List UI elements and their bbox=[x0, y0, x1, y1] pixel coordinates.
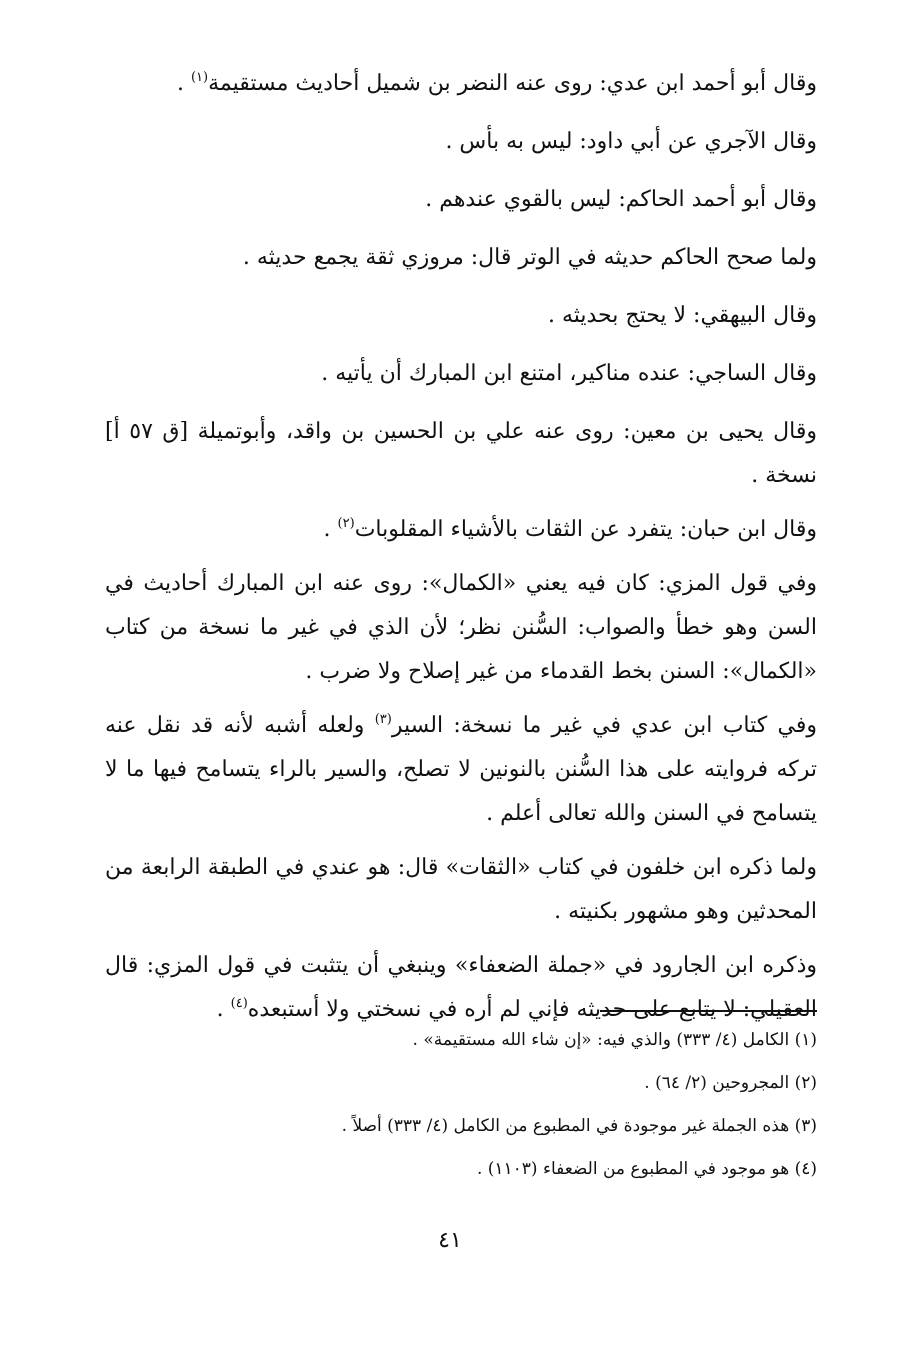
paragraph-5: وقال البيهقي: لا يحتج بحديثه . bbox=[547, 303, 817, 328]
footnote-2: (٢) المجروحين (٢/ ٦٤) . bbox=[644, 1073, 817, 1093]
paragraph-4: ولما صحح الحاكم حديثه في الوتر قال: مروزي ثقة يجمع حديثه . bbox=[242, 245, 817, 270]
paragraph-11: ولما ذكره ابن خلفون في كتاب «الثقات» قال: هو عندي في الطبقة الرابعة من المحدثين وهو مشهور بكنيته . bbox=[105, 855, 817, 924]
footnotes bbox=[105, 1028, 817, 1200]
footnote-separator bbox=[600, 1010, 817, 1012]
paragraph-12: وذكره ابن الجارود في «جملة الضعفاء» وينبغي أن يتثبت في قول المزي: قال العقيلي: لا يتابع على حديثه فإني لم أره في نسختي ولا أستبعده$^{(٤)}$ . bbox=[105, 953, 817, 1022]
paragraph-7: وقال يحيى بن معين: روى عنه علي بن الحسين بن واقد، وأبوتميلة [ق ٥٧ أ] نسخة . bbox=[105, 419, 817, 488]
paragraph-6: وقال الساجي: عنده مناكير، امتنع ابن المبارك أن يأتيه . bbox=[321, 361, 817, 386]
paragraph-1: وقال أبو أحمد ابن عدي: روى عنه النضر بن شميل أحاديث مستقيمة$^{(١)}$ . bbox=[176, 70, 817, 96]
paragraph-2: وقال الآجري عن أبي داود: ليس به بأس . bbox=[445, 129, 817, 154]
page-number: ٤١ bbox=[438, 1228, 462, 1253]
paragraph-8: وقال ابن حبان: يتفرد عن الثقات بالأشياء المقلوبات$^{(٢)}$ . bbox=[323, 516, 817, 542]
footnote-ref-2: (٢) bbox=[337, 516, 355, 531]
footnote-ref-4: (٤) bbox=[230, 996, 248, 1011]
paragraph-10: وفي كتاب ابن عدي في غير ما نسخة: السير$^{(٣)}$ ولعله أشبه لأنه قد نقل عنه تركه فروايته على هذا السُّنن بالنونين لا تصلح، والسير بالراء يتسامح فيها ما لا يتسامح في السنن والله تعالى أعلم . bbox=[105, 712, 817, 826]
paragraph-9: وفي قول المزي: كان فيه يعني «الكمال»: روى عنه ابن المبارك أحاديث في السن وهو خطأ والصواب: السُّنن نظر؛ لأن الذي في غير ما نسخة من كتاب «الكمال»: السنن بخط القدماء من غير إصلاح ولا ضرب . bbox=[105, 571, 817, 684]
footnote-ref-1: (١) bbox=[190, 70, 209, 85]
paragraph-3: وقال أبو أحمد الحاكم: ليس بالقوي عندهم . bbox=[425, 187, 817, 212]
footnote-1: (١) الكامل (٤/ ٣٣٣) والذي فيه: «إن شاء الله مستقيمة» . bbox=[412, 1030, 817, 1050]
footnote-ref-3: (٣) bbox=[374, 712, 392, 727]
footnote-4: (٤) هو موجود في المطبوع من الضعفاء (١١٠٣) . bbox=[476, 1159, 817, 1179]
main-text bbox=[105, 62, 817, 1042]
footnote-3: (٣) هذه الجملة غير موجودة في المطبوع من الكامل (٤/ ٣٣٣) أصلاً . bbox=[341, 1116, 817, 1136]
